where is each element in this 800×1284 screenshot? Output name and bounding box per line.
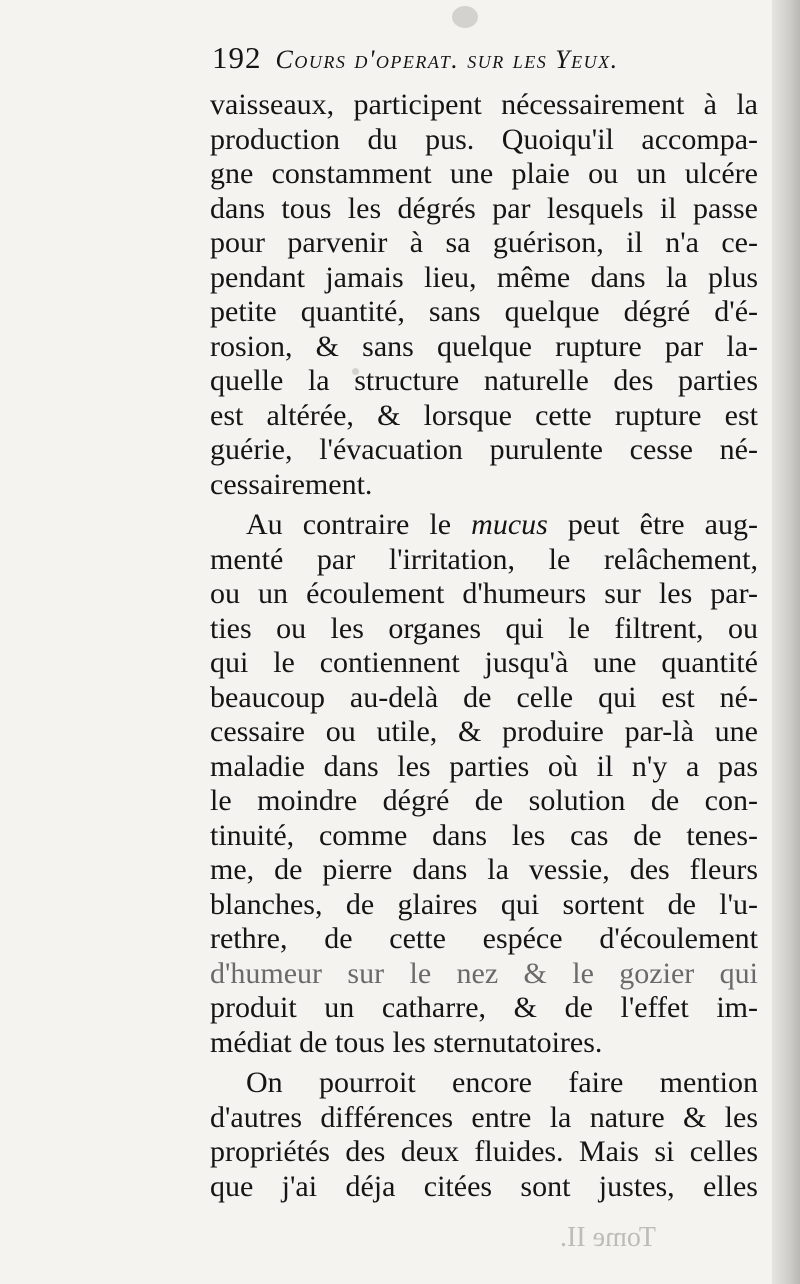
running-header [212, 40, 772, 88]
text-line: rosion, & sans quelque rupture par la- [210, 329, 758, 363]
text-line: me, de pierre dans la vessie, des fleurs [210, 853, 758, 886]
text-line: que j'ai déja citées sont justes, elles [210, 1169, 758, 1203]
text-line: cessaire ou utile, & produire par-là une [210, 715, 758, 748]
ink-smudge [452, 6, 478, 28]
text-line: quelle la structure naturelle des parties [210, 364, 758, 397]
bleed-through-text: Tome II. [560, 1222, 657, 1253]
text-line: qui le contiennent jusqu'à une quantité [210, 646, 758, 679]
text-line: ties ou les organes qui le filtrent, ou [210, 611, 758, 645]
page-gutter-shadow [772, 0, 800, 1284]
text-line: ou un écoulement d'humeurs sur les par- [210, 577, 758, 610]
text-line: pendant jamais lieu, même dans la plus [210, 260, 758, 294]
text-line: petite quantité, sans quelque dégré d'é- [210, 295, 758, 328]
text-line: gne constamment une plaie ou un ulcére [210, 157, 758, 190]
text-line: maladie dans les parties où il n'y a pas [210, 749, 758, 783]
text-line: est altérée, & lorsque cette rupture est [210, 398, 758, 432]
text-line: cessairement. [210, 467, 373, 501]
text-line [210, 508, 758, 543]
text-line: blanches, de glaires qui sortent de l'u- [210, 887, 758, 921]
text-line-start: Au contraire le [246, 508, 472, 541]
running-title: Cours d'operat. sur les Yeux. [275, 45, 619, 74]
italic-term-mucus: mucus [471, 508, 548, 541]
text-line: menté par l'irritation, le relâchement, [210, 542, 758, 576]
body-text [210, 88, 758, 1204]
text-line: production du pus. Quoiqu'il accompa- [210, 122, 758, 156]
text-line: d'autres différences entre la nature & les [210, 1100, 758, 1134]
text-line: dans tous les dégrés par lesquels il passe [210, 191, 758, 225]
text-line: beaucoup au-delà de celle qui est né- [210, 680, 758, 714]
text-line: tinuité, comme dans les cas de tenes- [210, 818, 758, 852]
text-line: On pourroit encore faire mention [246, 1066, 758, 1099]
text-line: le moindre dégré de solution de con- [210, 784, 758, 817]
text-line: médiat de tous les sternutatoires. [210, 1025, 603, 1059]
text-line: pour parvenir à sa guérison, il n'a ce- [210, 226, 758, 259]
text-line: produit un catharre, & de l'effet im- [210, 991, 758, 1024]
page-number: 192 [212, 40, 262, 75]
text-line: vaisseaux, participent nécessairement à la [210, 88, 758, 121]
text-line-end: peut être aug- [547, 508, 758, 541]
text-line: guérie, l'évacuation purulente cesse né- [210, 433, 758, 466]
text-line: propriétés des deux fluides. Mais si celles [210, 1135, 758, 1168]
text-line: d'humeur sur le nez & le gozier qui [210, 956, 758, 990]
text-line: rethre, de cette espéce d'écoulement [210, 922, 758, 955]
